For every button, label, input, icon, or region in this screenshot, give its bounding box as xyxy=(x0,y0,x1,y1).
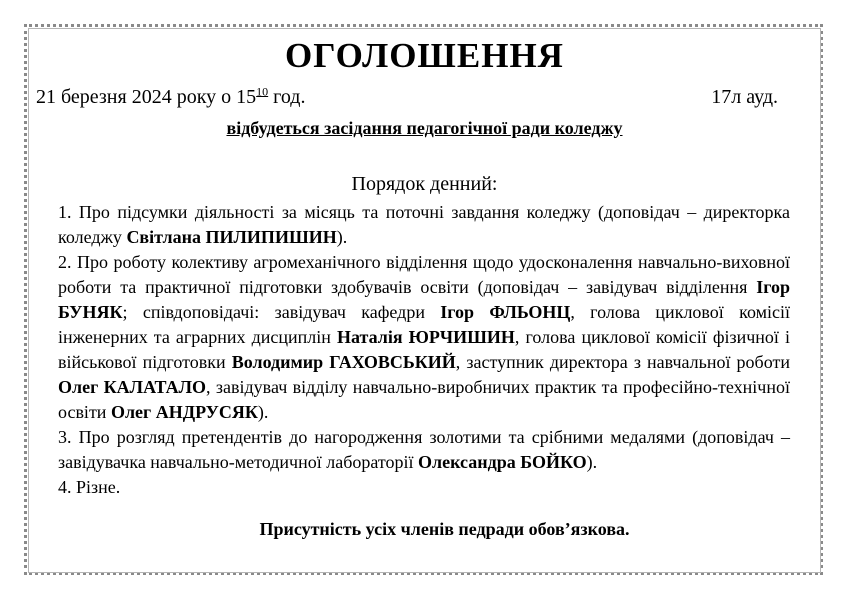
agenda-item-text: , голова циклової комісії інженерних та аграрних дисциплін xyxy=(58,302,790,347)
speaker-name: Володимир ГАХОВСЬКИЙ xyxy=(231,352,456,372)
agenda-item-text: ). xyxy=(586,452,598,472)
speaker-name: Наталія ЮРЧИШИН xyxy=(336,327,515,347)
agenda-item-4 xyxy=(58,475,790,500)
agenda-item-text: , завідувач відділу навчально-виробничих практик та професійно-технічної освіти xyxy=(58,377,790,422)
time-minutes: 10 xyxy=(256,84,269,99)
room-number: 17л ауд. xyxy=(711,86,778,108)
agenda-item-3 xyxy=(58,425,790,475)
announcement-title: ОГОЛОШЕННЯ xyxy=(285,36,564,75)
time-suffix: год. xyxy=(268,86,306,108)
speaker-name: Олег КАЛАТАЛО xyxy=(58,377,207,397)
speaker-name: Ігор БУНЯК xyxy=(58,277,790,322)
agenda-item-text: 3. Про розгляд претендентів до нагородження золотими та срібними медалями (доповідач – завідувачка навчально-методичної лабораторії xyxy=(58,427,790,472)
closing-note: Присутність усіх членів педради обов’язкова. xyxy=(259,519,630,539)
agenda-item-text: ; співдоповідачі: завідувач кафедри xyxy=(122,302,441,322)
agenda-list xyxy=(58,200,790,500)
agenda-item-text: ). xyxy=(257,402,269,422)
agenda-item-text: , заступник директора з навчальної роботи xyxy=(455,352,790,372)
agenda-item-2 xyxy=(58,250,790,425)
date-line xyxy=(36,86,778,109)
speaker-name: Олександра БОЙКО xyxy=(418,452,587,472)
speaker-name: Світлана ПИЛИПИШИН xyxy=(126,227,337,247)
speaker-name: Ігор ФЛЬОНЦ xyxy=(440,302,571,322)
agenda-item-text: ). xyxy=(336,227,348,247)
agenda-item-text: 2. Про роботу колективу агромеханічного відділення щодо удосконалення навчально-виховної роботи та практичної підготовки здобувачів освіти (доповідач – завідувач відділення xyxy=(58,252,790,297)
meeting-subtitle: відбудеться засідання педагогічної ради коледжу xyxy=(226,118,623,138)
agenda-item-1 xyxy=(58,200,790,250)
agenda-item-text: 4. Різне. xyxy=(58,477,121,497)
date-text: 21 березня 2024 року о 15 xyxy=(36,86,257,108)
agenda-item-text: 1. Про підсумки діяльності за місяць та поточні завдання коледжу (доповідач – директорка коледжу xyxy=(58,202,790,247)
agenda-heading: Порядок денний: xyxy=(351,173,498,195)
speaker-name: Олег АНДРУСЯК xyxy=(110,402,258,422)
agenda-item-text: , голова циклової комісії фізичної і військової підготовки xyxy=(58,327,790,372)
